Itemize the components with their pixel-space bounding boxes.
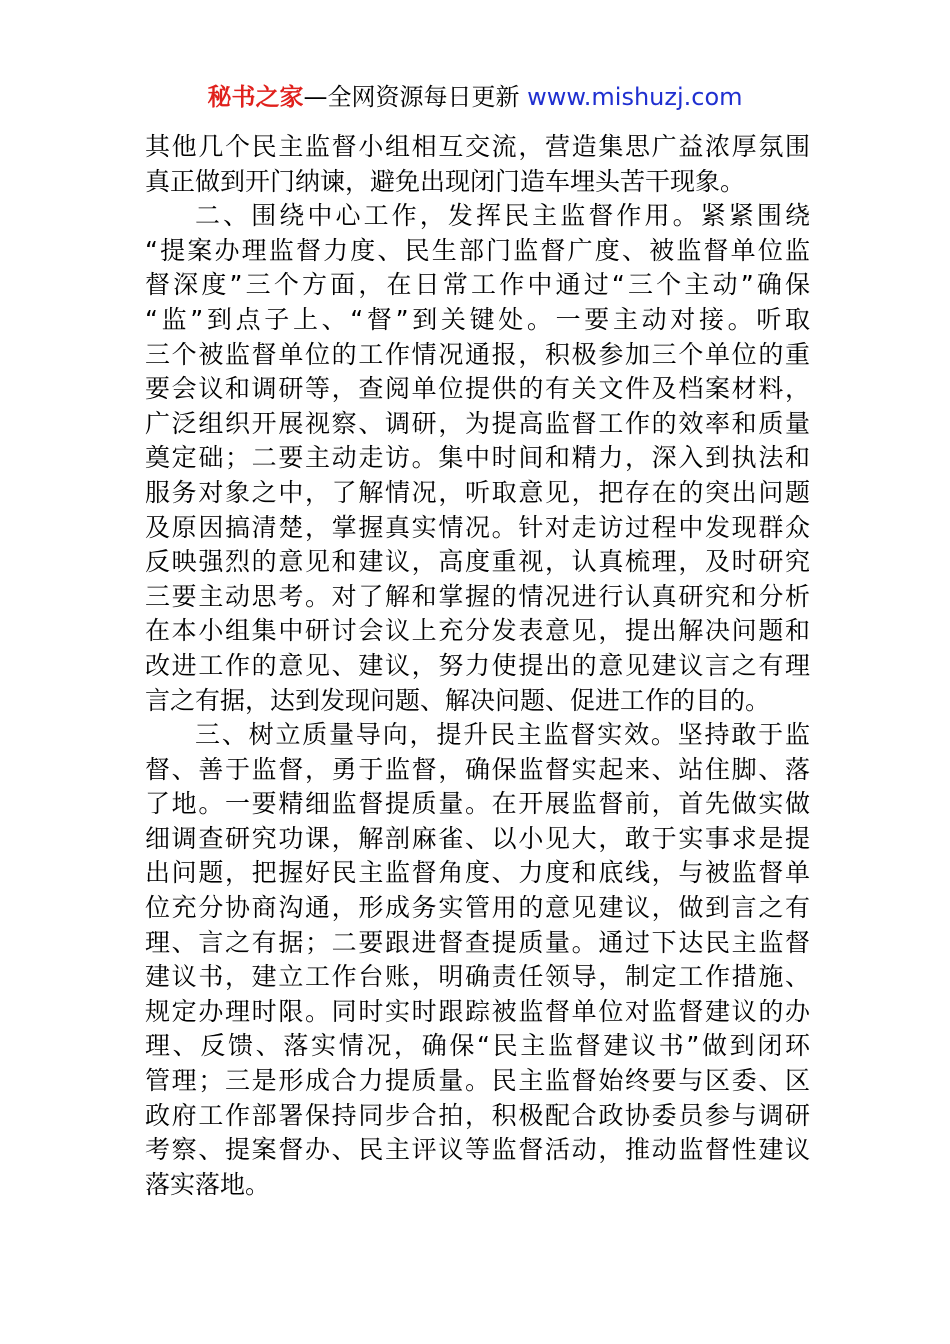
text-line: “提案办理监督力度、民生部门监督广度、被监督单位监 (145, 235, 810, 265)
text-line: 服务对象之中，了解情况，听取意见，把存在的突出问题 (145, 477, 810, 507)
text-line: 细调查研究功课，解剖麻雀、以小见大，敢于实事求是提 (145, 823, 810, 853)
text-line: 理、言之有据；二要跟进督查提质量。通过下达民主监督 (145, 927, 810, 957)
text-line: 改进工作的意见、建议，努力使提出的意见建议言之有理 (145, 650, 810, 680)
text-line: 规定办理时限。同时实时跟踪被监督单位对监督建议的办 (145, 996, 810, 1026)
text-line: 三要主动思考。对了解和掌握的情况进行认真研究和分析 (145, 581, 810, 611)
text-line: 了地。一要精细监督提质量。在开展监督前，首先做实做 (145, 789, 810, 819)
text-line: 奠定础；二要主动走访。集中时间和精力，深入到执法和 (145, 443, 810, 473)
text-line: 三个被监督单位的工作情况通报，积极参加三个单位的重 (145, 339, 810, 369)
text-line: 督深度”三个方面，在日常工作中通过“三个主动”确保 (145, 270, 810, 300)
text-line: 其他几个民主监督小组相互交流，营造集思广益浓厚氛围 (145, 132, 810, 161)
text-line: 在本小组集中研讨会议上充分发表意见，提出解决问题和 (145, 616, 810, 646)
text-line: 出问题，把握好民主监督角度、力度和底线，与被监督单 (145, 858, 810, 888)
site-header (0, 80, 950, 114)
site-tagline: —全网资源每日更新 (303, 83, 528, 111)
text-line: 落实落地。 (145, 1169, 271, 1199)
section-heading-line: 二、围绕中心工作，发挥民主监督作用。紧紧围绕 (195, 201, 810, 231)
text-line: 考察、提案督办、民主评议等监督活动，推动监督性建议 (145, 1135, 810, 1165)
site-url-link[interactable]: www.mishuzj.com (527, 83, 743, 111)
text-line: 管理；三是形成合力提质量。民主监督始终要与区委、区 (145, 1066, 810, 1096)
text-line: 政府工作部署保持同步合拍，积极配合政协委员参与调研 (145, 1100, 810, 1130)
text-line: 建议书，建立工作台账，明确责任领导，制定工作措施、 (145, 962, 810, 992)
text-line: “监”到点子上、“督”到关键处。一要主动对接。听取 (145, 304, 810, 334)
text-line: 广泛组织开展视察、调研，为提高监督工作的效率和质量 (145, 408, 810, 438)
text-line: 及原因搞清楚，掌握真实情况。针对走访过程中发现群众 (145, 512, 810, 542)
text-line: 位充分协商沟通，形成务实管用的意见建议，做到言之有 (145, 893, 810, 923)
text-line: 言之有据，达到发现问题、解决问题、促进工作的目的。 (145, 685, 771, 715)
text-line: 理、反馈、落实情况，确保“民主监督建议书”做到闭环 (145, 1031, 810, 1061)
text-line: 督、善于监督，勇于监督，确保监督实起来、站住脚、落 (145, 754, 810, 784)
text-line: 真正做到开门纳谏，避免出现闭门造车埋头苦干现象。 (145, 166, 746, 196)
site-brand: 秘书之家 (207, 83, 304, 111)
text-line: 要会议和调研等，查阅单位提供的有关文件及档案材料， (145, 374, 810, 404)
text-line: 反映强烈的意见和建议，高度重视，认真梳理，及时研究 (145, 547, 810, 577)
section-heading-line: 三、树立质量导向，提升民主监督实效。坚持敢于监 (195, 720, 810, 750)
document-body (145, 130, 810, 1202)
